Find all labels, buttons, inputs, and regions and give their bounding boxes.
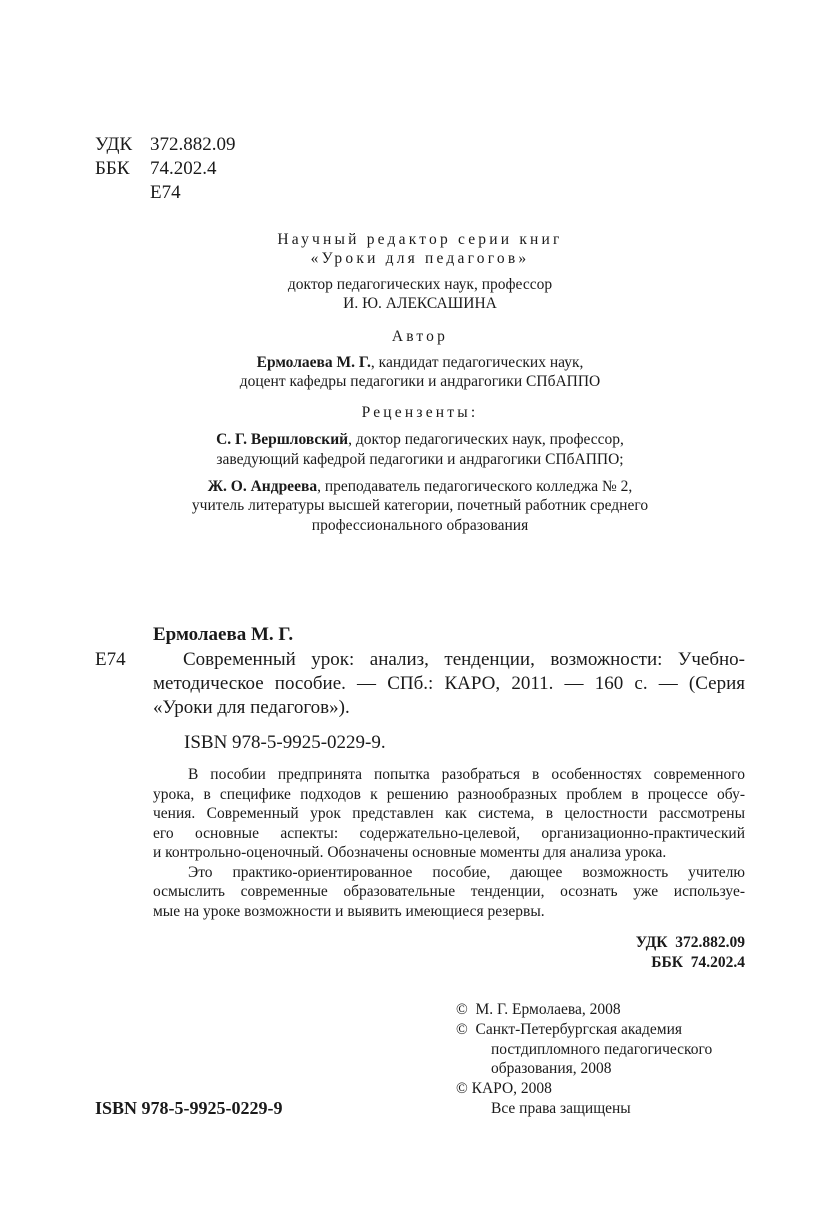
reviewer-2-name: Ж. О. Андреева: [207, 478, 318, 495]
series-name: «Уроки для педагогов»: [310, 250, 530, 267]
udk-code: 372.882.09: [150, 134, 236, 155]
author-heading: Автор: [391, 328, 449, 345]
reviewer-1-desc: , доктор педагогических наук, профессор,: [348, 431, 624, 448]
editor-title: доктор педагогических наук, профессор: [287, 276, 553, 293]
author-desc-2: доцент кафедры педагогики и андрагогики СПбАППО: [239, 373, 601, 390]
abstract-line: чения. Современный урок представлен как система, в целостности рассмотрены: [153, 805, 745, 822]
catalog-mark: Е74: [95, 649, 126, 670]
reviewer-1-name: С. Г. Вершловский: [216, 431, 349, 448]
catalog-line: Современный урок: анализ, тенденции, возможности: Учебно-: [183, 649, 745, 670]
reviewer-2: [120, 479, 720, 495]
footer-bbk: ББК 74.202.4: [651, 954, 745, 971]
catalog-author: Ермолаева М. Г.: [153, 624, 294, 645]
author-line: [120, 355, 720, 371]
rights-reserved: Все права защищены: [491, 1100, 631, 1117]
reviewer-2-desc-3: профессионального образования: [311, 517, 529, 534]
abstract-line: Это практико-ориентированное пособие, дающее возможность учителю: [188, 864, 745, 881]
abstract-line: мые на уроке возможности и выявить имеющиеся резервы.: [153, 903, 545, 920]
bbk-code: 74.202.4: [150, 158, 217, 179]
udk-label: УДК: [95, 134, 133, 155]
reviewer-2-desc: , преподаватель педагогического колледжа № 2,: [317, 478, 633, 495]
editor-name: И. Ю. АЛЕКСАШИНА: [343, 295, 497, 312]
copyright-line: образования, 2008: [491, 1060, 612, 1077]
catalog-line: методическое пособие. — СПб.: КАРО, 2011. — 160 с. — (Серия: [153, 673, 745, 694]
abstract-line: В пособии предпринята попытка разобраться в особенностях современного: [188, 766, 745, 783]
author-mark: Е74: [150, 182, 181, 203]
author-desc: , кандидат педагогических наук,: [370, 354, 584, 371]
reviewer-1-desc-2: заведующий кафедрой педагогики и андрагогики СПбАППО;: [216, 451, 624, 468]
editor-heading: Научный редактор серии книг: [277, 231, 563, 248]
copyright-line: постдипломного педагогического: [491, 1041, 713, 1058]
abstract-line: осмыслить современные образовательные тенденции, осознать уже используе-: [153, 883, 745, 900]
reviewer-2-desc-2: учитель литературы высшей категории, почетный работник среднего: [191, 497, 649, 514]
copyright-line: © КАРО, 2008: [456, 1080, 552, 1097]
abstract-line: и контрольно-оценочный. Обозначены основные моменты для анализа урока.: [153, 844, 667, 861]
footer-udk: УДК 372.882.09: [635, 934, 745, 951]
catalog-isbn: ISBN 978-5-9925-0229-9.: [184, 732, 386, 753]
abstract-line: урока, в специфике подходов к решению разнообразных проблем в процессе обу-: [153, 786, 745, 803]
catalog-line: «Уроки для педагогов»).: [153, 697, 350, 718]
copyright-line: © М. Г. Ермолаева, 2008: [456, 1001, 621, 1018]
copyright-line: © Санкт-Петербургская академия: [456, 1021, 683, 1038]
reviewer-1: [120, 432, 720, 448]
footer-isbn: ISBN 978-5-9925-0229-9: [95, 1098, 283, 1118]
reviewers-heading: Рецензенты:: [361, 404, 479, 421]
abstract-line: его основные аспекты: содержательно-целевой, организационно-практический: [153, 825, 745, 842]
author-name: Ермолаева М. Г.: [256, 354, 371, 371]
bbk-label: ББК: [95, 158, 130, 179]
